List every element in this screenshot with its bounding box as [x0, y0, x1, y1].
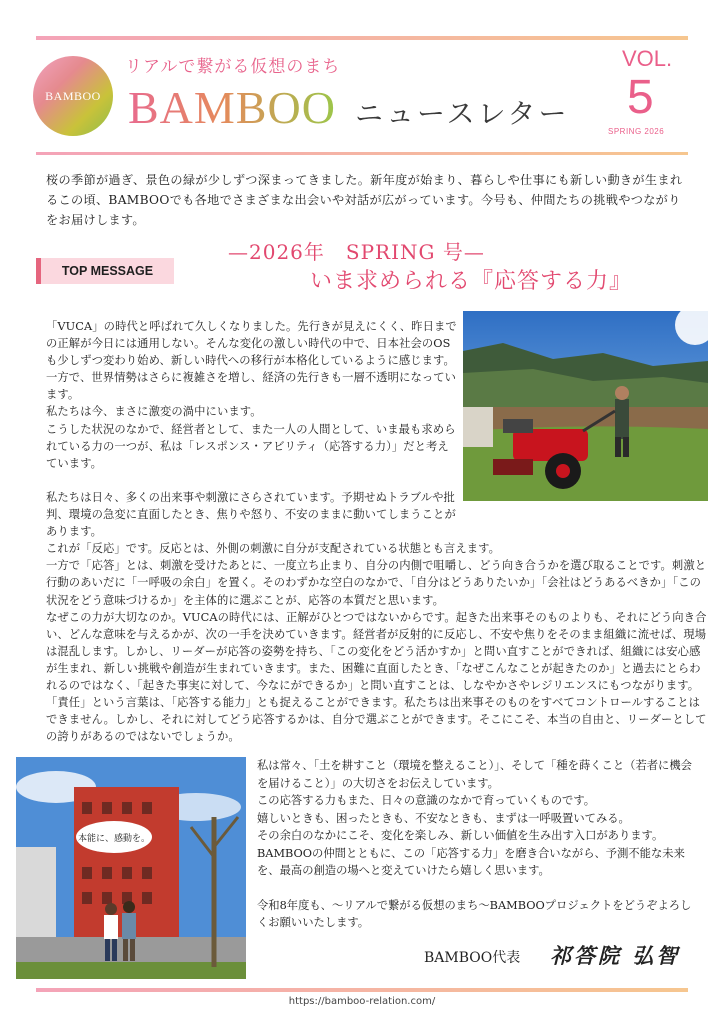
- signature-role: BAMBOO代表: [424, 950, 521, 966]
- vol-number: 5: [627, 71, 654, 124]
- signature-name: 祁答院 弘智: [550, 943, 681, 968]
- bottom-gradient-bar: [36, 988, 688, 992]
- issue-line: —2026年 SPRING 号—: [228, 240, 485, 264]
- paragraph: 令和8年度も、～リアルで繋がる仮想のまち～BAMBOOプロジェクトをどうぞよろしくお願いいたします。: [257, 898, 692, 929]
- top-gradient-bar: [36, 36, 688, 40]
- paragraph: 嬉しいときも、困ったときも、不安なときも、まずは一呼吸置いてみる。: [257, 811, 630, 825]
- intro-paragraph: 桜の季節が過ぎ、景色の緑が少しずつ深まってきました。新年度が始まり、暮らしや仕事にも新しい動きが生まれるこの頃、BAMBOOでも各地でさまざまな出会いや対話が広がっています。今号も、仲間たちの挑戦やつながりをお届けします。: [46, 173, 683, 227]
- paragraph: 「責任」という言葉は、「応答する能力」とも捉えることができます。私たちは出来事そのものをすべてコントロールすることはできません。しかし、それに対してどう応答するかは、自分で選ぶことができます。そこにこそ、本当の自由と、リーダーとしての誇りがあるのではないでしょうか。: [46, 696, 707, 744]
- building-sign-text: 本能に、感動を。: [77, 834, 151, 844]
- article-headline: いま求められる『応答する力』: [310, 269, 633, 294]
- brand-title: BAMBOO: [128, 82, 336, 133]
- paragraph: 私たちは日々、多くの出来事や刺激にさらされています。予期せぬトラブルや批判、環境の急変に直面したとき、焦りや怒り、不安のままに動いてしまうことがあります。: [46, 491, 456, 539]
- paragraph: こうした状況のなかで、経営者として、また一人の人間として、いま最も求められている力の一つが、私は「レスポンス・アビリティ（応答する力）」だと考えています。: [46, 422, 456, 470]
- footer-url-link[interactable]: https://bamboo-relation.com/: [288, 996, 436, 1007]
- season-label: SPRING 2026: [608, 127, 665, 136]
- paragraph: この応答する力もまた、日々の意識のなかで育っていくものです。: [257, 794, 596, 807]
- paragraph: なぜこの力が大切なのか。VUCAの時代には、正解がひとつではないからです。起きた出来事そのものよりも、それにどう向き合い、どんな意味を与えるかが、次の一手を決めていきます。経営者が反射的に反応し、不安や焦りをそのまま組織に流せば、現場は混乱します。しかし、リーダーが応答の姿勢を持ち、「この変化をどう活かすか」と問い直すことができれば、組織には安心感が生まれ、新しい挑戦や創造が生まれていきます。また、困難に直面したとき、「なぜこんなことが起きたのか」と過去にとらわれるのではなく、「起きた事実に対して、今なにができるか」と問い直すことは、しなやかさやレジリエンスにもつながります。: [46, 610, 707, 693]
- paragraph: 一方で「応答」とは、刺激を受けたあとに、一度立ち止まり、自分の内側で咀嚼し、どう向き合うかを選び取ることです。刺激と行動のあいだに「一呼吸の余白」を置く。そのわずかな空白のなかで、「自分はどうありたいか」「会社はどうあるべきか」「この状況をどう意味づけるか」を主体的に選ぶことが、応答の本質だと思います。: [46, 559, 707, 607]
- paragraph: 「VUCA」の時代と呼ばれて久しくなりました。先行きが見えにくく、昨日までの正解が今日には通用しない。そんな変化の激しい時代の中で、日本社会のOSも少しずつ変わり始め、新しい時代への移行が本格化しているように感じます。: [46, 320, 457, 368]
- logo-text: BAMBOO: [45, 88, 101, 103]
- paragraph: 私は常々、「土を耕すこと（環境を整えること）」、そして「種を蒔くこと（若者に機会を届けること）」の大切さをお伝えしています。: [257, 759, 692, 790]
- article-body-wide: [46, 489, 710, 745]
- photo-building-two-people: [16, 757, 246, 979]
- paragraph: [257, 880, 702, 897]
- paragraph: 一方で、世界情勢はさらに複雑さを増し、経済の先行きも一層不透明になっています。: [46, 371, 457, 402]
- photo-tiller-field: [463, 311, 708, 501]
- header-divider: [36, 152, 688, 155]
- closing-message: [257, 757, 702, 932]
- vol-label: VOL.: [622, 46, 673, 71]
- article-body-narrow: [46, 318, 458, 472]
- newsletter-title: ニュースレター: [355, 97, 570, 130]
- paragraph: BAMBOOの仲間とともに、この「応答する力」を磨き合いながら、予測不能な未来を、最高の創造の場へと変えていけたら嬉しく思います。: [257, 846, 685, 877]
- tagline: リアルで繋がる仮想のまち: [125, 57, 341, 77]
- paragraph: その余白のなかにこそ、変化を楽しみ、新しい価値を生み出す入口があります。: [257, 829, 664, 842]
- bamboo-logo-circle: [33, 56, 113, 136]
- paragraph: 私たちは今、まさに激変の渦中にいます。: [46, 405, 262, 419]
- top-message-badge: TOP MESSAGE: [36, 258, 174, 284]
- paragraph: これが「反応」です。反応とは、外側の刺激に自分が支配されている状態とも言えます。: [46, 542, 501, 556]
